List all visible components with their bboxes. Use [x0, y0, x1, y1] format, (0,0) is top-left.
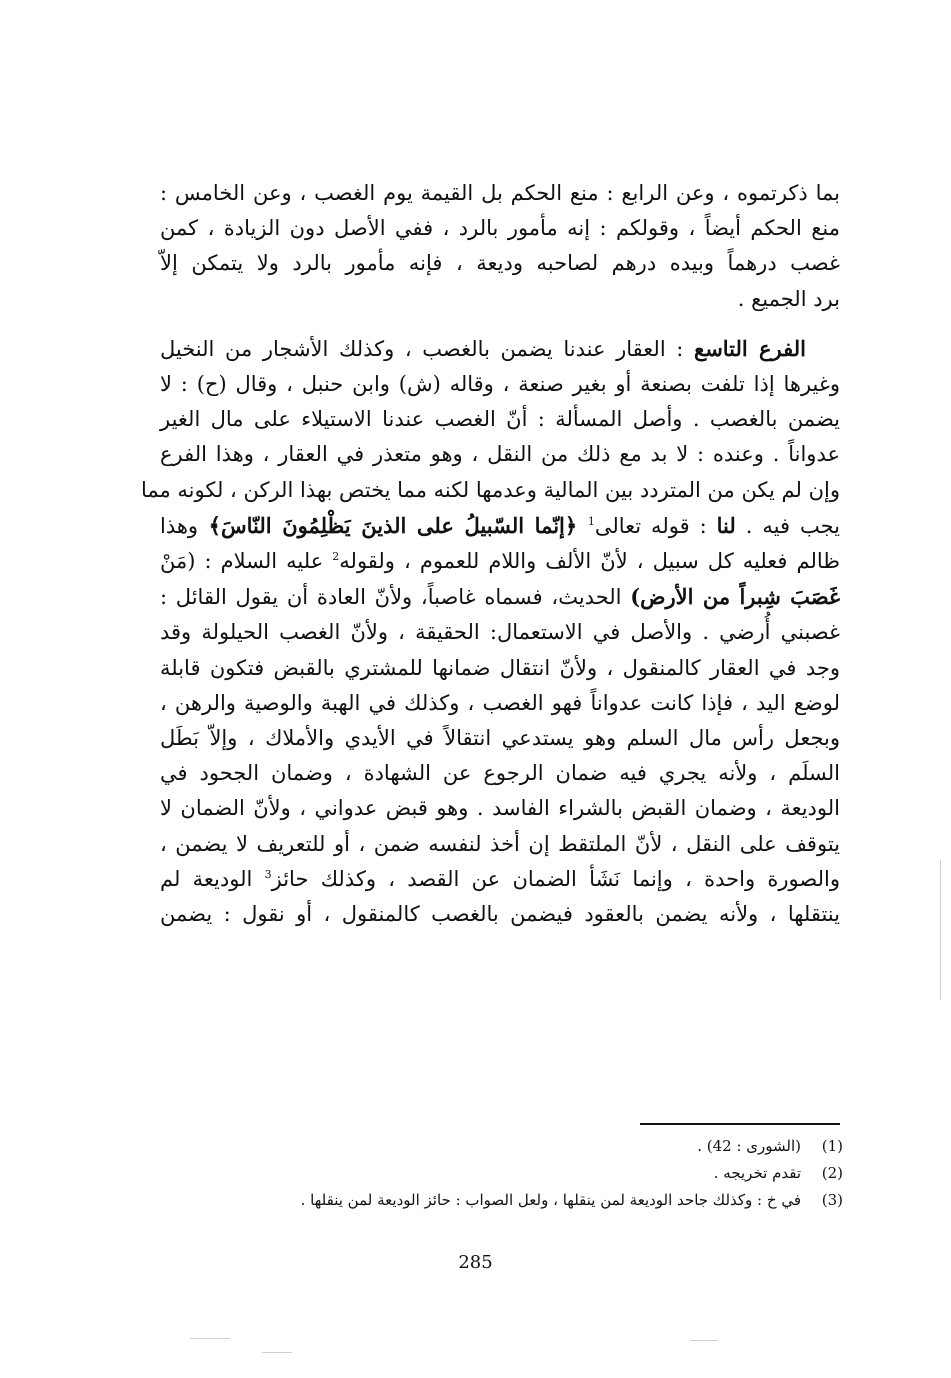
- scan-mark: [690, 1340, 718, 1341]
- text-line: [160, 862, 840, 897]
- footnote-number: (1): [821, 1137, 843, 1155]
- footnote-text: تقدم تخريجه .: [713, 1164, 801, 1182]
- text-line: يضمن بالغصب . وأصل المسألة : أنّ الغصب عندنا الاستيلاء على مال الغير: [160, 407, 840, 432]
- footnote-item: [160, 1133, 843, 1160]
- text-run: عليه السلام : (مَنْ: [160, 549, 333, 574]
- text-run: يجب فيه .: [735, 513, 841, 538]
- hadith-quote: غَصَبَ شِبراً من الأرض): [630, 584, 840, 610]
- text-line: يتوقف على النقل ، لأنّ الملتقط إن أخذ لنفسه ضمن ، أو للتعريف لا يضمن ،: [160, 831, 840, 856]
- footnote-number: (2): [821, 1164, 843, 1182]
- scan-mark: [940, 860, 941, 1000]
- footnotes: [160, 1133, 843, 1214]
- footnote-number: (3): [821, 1191, 843, 1209]
- page-number: 285: [458, 1252, 493, 1273]
- footnote-item: [160, 1160, 843, 1187]
- text-line: وإن لم يكن من المتردد بين المالية وعدمها لكنه مما يختص بهذا الركن ، لكونه مما: [140, 477, 840, 502]
- footnote-ref[interactable]: 2: [332, 550, 340, 564]
- text-line: وغيرها إذا تلفت بصنعة أو بغير صنعة ، وقاله (ش) وابن حنبل ، وقال (ح) : لا: [160, 372, 840, 397]
- text-line: [160, 508, 840, 544]
- section-heading: الفرع التاسع: [694, 335, 806, 361]
- text-line: [160, 331, 840, 367]
- text-line: غصب درهماً وبيده درهم لصاحبه وديعة ، فإنه مأمور بالرد ولا يتمكن إلاّ: [160, 251, 840, 276]
- text-line: ينتقلها ، ولأنه يضمن بالعقود فيضمن بالغصب كالمنقول ، أو نقول : يضمن: [160, 902, 840, 927]
- text-line: وجد في العقار كالمنقول ، ولأنّ انتقال ضمانها للمشتري بالقبض فتكون قابلة: [160, 655, 840, 680]
- body-text: [140, 176, 841, 932]
- text-line: منع الحكم أيضاً ، وقولكم : إنه مأمور بالرد ، ففي الأصل دون الزيادة ، كمن: [160, 216, 840, 241]
- scan-mark: [262, 1352, 292, 1353]
- footnote-divider: [640, 1123, 840, 1125]
- text-line: لوضع اليد ، فإذا كانت عدواناً فهو الغصب ، وكذلك في الهبة والوصية والرهن ،: [160, 690, 840, 715]
- text-line: [160, 579, 840, 615]
- text-line: بما ذكرتموه ، وعن الرابع : منع الحكم بل القيمة يوم الغصب ، وعن الخامس :: [160, 181, 840, 205]
- text-line: غصبني أُرضي . والأصل في الاستعمال: الحقيقة ، ولأنّ الغصب الحيلولة وقد: [160, 620, 840, 645]
- text-run: : العقار عندنا يضمن بالغصب ، وكذلك الأشجار من النخيل: [160, 336, 695, 361]
- paragraph: [140, 331, 841, 932]
- text-line: عدواناً . وعنده : لا بد مع ذلك من النقل ، وهو متعذر في العقار ، وهذا الفرع: [160, 442, 840, 467]
- text-line: وبجعل رأس مال السلم وهو يستدعي انتقالاً في الأيدي والأملاك ، وإلاّ بَطَل: [160, 726, 840, 751]
- text-run: الوديعة لم: [160, 866, 265, 891]
- text-run: والصورة واحدة ، وإنما نَشَأ الضمان عن القصد ، وكذلك حائز: [271, 866, 840, 891]
- footnote-item: [160, 1187, 843, 1214]
- text-run: الحديث، فسماه غاصباً، ولأنّ العادة أن يقول القائل :: [160, 585, 631, 610]
- footnote-text: في خ : وكذلك جاحد الوديعة لمن ينقلها ، ولعل الصواب : حائز الوديعة لمن ينقلها .: [300, 1191, 801, 1209]
- text-line: السلَم ، ولأنه يجري فيه ضمان الرجوع عن الشهادة ، وضمان الجحود في: [160, 761, 840, 786]
- scan-mark: [190, 1338, 230, 1339]
- text-run: وهذا: [160, 513, 199, 538]
- text-run: : قوله تعالى: [594, 513, 717, 538]
- footnote-ref[interactable]: 3: [264, 867, 272, 881]
- footnote-text: (الشورى : 42) .: [697, 1137, 801, 1155]
- text-run: ظالم فعليه كل سبيل ، لأنّ الألف واللام للعموم ، ولقوله: [339, 549, 841, 574]
- text-line: [160, 544, 840, 579]
- text-line: برد الجميع .: [737, 286, 840, 311]
- lana-label: لنا: [716, 512, 736, 538]
- footnote-ref[interactable]: 1: [587, 514, 595, 528]
- text-line: الوديعة ، وضمان القبض بالشراء الفاسد . وهو قبض عدواني ، ولأنّ الضمان لا: [160, 796, 840, 821]
- paragraph: [160, 176, 840, 317]
- quran-verse: ﴿إنّما السّبيلُ على الذينَ يَظْلِمُونَ النّاسَ﴾: [198, 512, 588, 538]
